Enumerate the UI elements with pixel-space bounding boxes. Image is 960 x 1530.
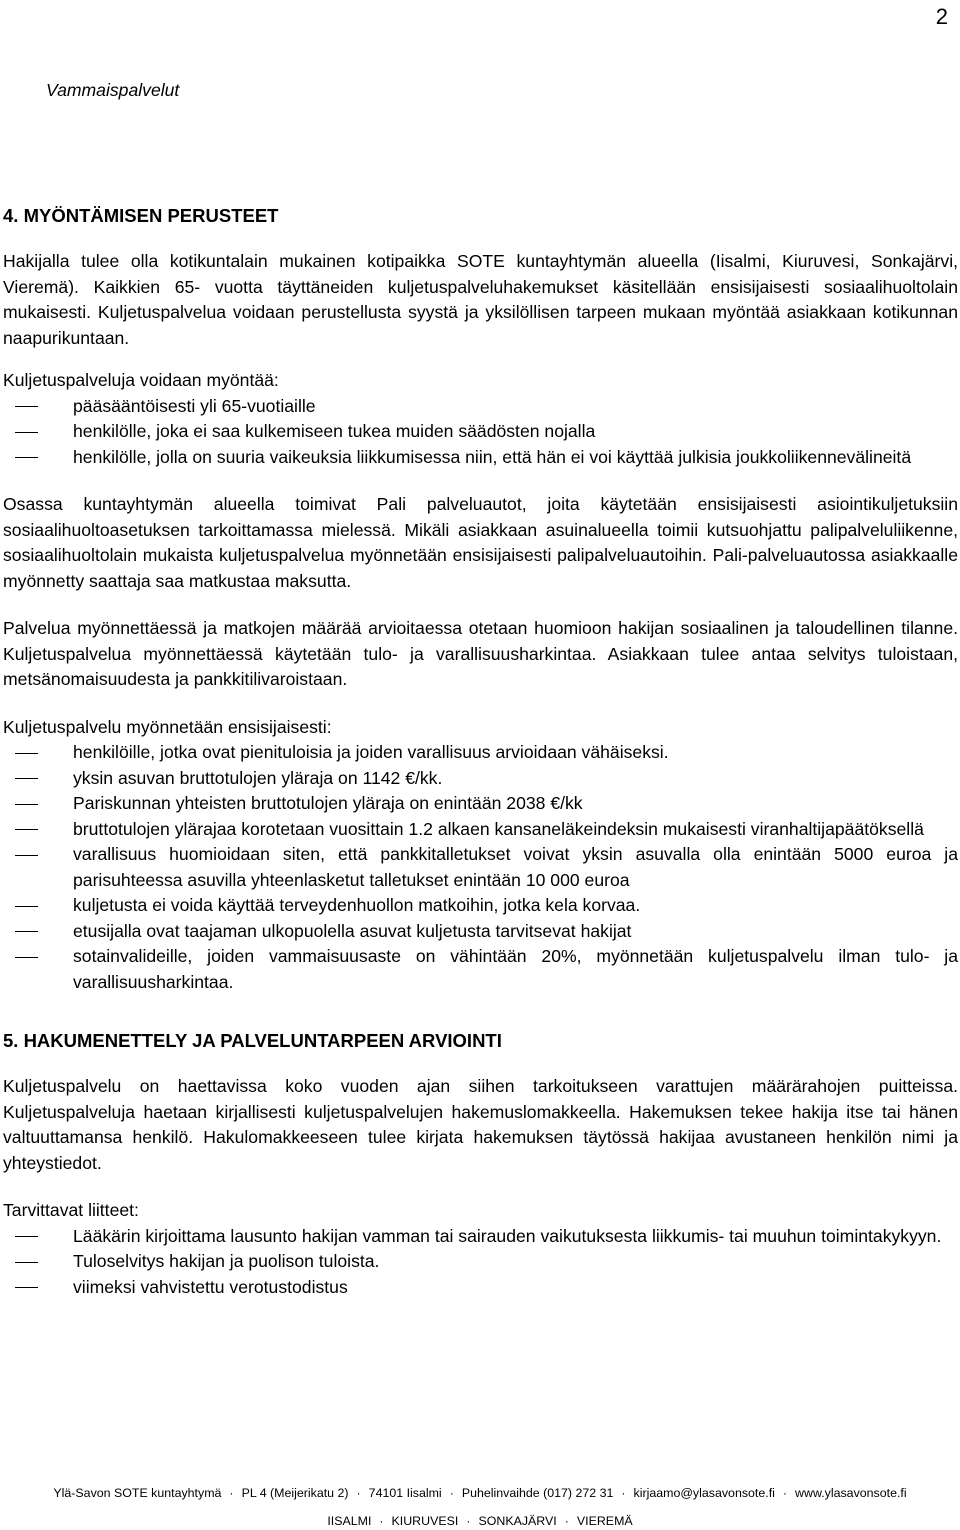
list-item: Tuloselvitys hakijan ja puolison tuloista. <box>3 1249 958 1275</box>
document-body <box>3 205 958 1300</box>
section-4-paragraph-3: Palvelua myönnettäessä ja matkojen määrää arvioitaessa otetaan huomioon hakijan sosiaalinen ja taloudellinen tilanne. Kuljetuspalvelua myönnettäessä käytetään tulo- ja varallisuusharkintaa. Asiakkaan tulee antaa selvitys tuloistaan, metsänomaisuudesta ja pankkitilivaroistaan. <box>3 618 958 689</box>
footer-postal-code: 74101 Iisalmi <box>368 1486 442 1500</box>
list-item: bruttotulojen ylärajaa korotetaan vuosittain 1.2 alkaen kansaneläkeindeksin mukaisesti viranhaltijapäätöksellä <box>3 817 958 843</box>
section-4-paragraph-2: Osassa kuntayhtymän alueella toimivat Pali palveluautot, joita käytetään ensisijaisesti asiointikuljetuksiin sosiaalihuoltoasetuksen tarkoittamassa mielessä. Mikäli asiakkaan asuinalueella toimii kutsuohjattu palipalveluliikenne, sosiaalihuoltolain mukaista kuljetuspalvelua myönnetään ensisijaisesti palipalveluautoihin. Pali-palveluautossa asiakkaalle myönnetty saattaja saa matkustaa maksutta. <box>3 494 958 591</box>
footer-municipality: KIURUVESI <box>391 1514 459 1528</box>
footer-municipalities-line: IISALMI · KIURUVESI · SONKAJÄRVI · VIEREMÄ <box>327 1514 633 1528</box>
header-label: Vammaispalvelut <box>46 80 180 100</box>
list-item: varallisuus huomioidaan siten, että pankkitalletukset voivat yksin asuvalla olla enintään 5000 euroa ja parisuhteessa asuvilla yhteenlasketut talletukset enintään 10 000 euroa <box>3 842 958 893</box>
list-2 <box>3 740 958 995</box>
page-number: 2 <box>935 4 948 29</box>
section-5-heading: 5. HAKUMENETTELY JA PALVELUNTARPEEN ARVIOINTI <box>3 1030 502 1051</box>
footer-email: kirjaamo@ylasavonsote.fi <box>633 1486 775 1500</box>
footer-website: www.ylasavonsote.fi <box>795 1486 907 1500</box>
section-4-paragraph-1: Hakijalla tulee olla kotikuntalain mukainen kotipaikka SOTE kuntayhtymän alueella (Iisalmi, Kiuruvesi, Sonkajärvi, Vieremä). Kaikkien 65- vuotta täyttäneiden kuljetuspalveluhakemukset käsitellään ensisijaisesti sosiaalihuoltolain mukaisesti. Kuljetuspalvelua voidaan perustellusta syystä ja yksilöllisen tarpeen mukaan myöntää asiakkaan kotikunnan naapurikuntaan. <box>3 251 958 348</box>
list-item: sotainvalideille, joiden vammaisuusaste on vähintään 20%, myönnetään kuljetuspalvelu ilman tulo- ja varallisuusharkintaa. <box>3 944 958 995</box>
list-item: henkilölle, jolla on suuria vaikeuksia liikkumisessa niin, että hän ei voi käyttää julkisia joukkoliikennevälineitä <box>3 445 958 471</box>
list-item: yksin asuvan bruttotulojen yläraja on 1142 €/kk. <box>3 766 958 792</box>
list-1 <box>3 394 958 471</box>
list-2-intro: Kuljetuspalvelu myönnetään ensisijaisesti: <box>3 716 332 737</box>
list-item: etusijalla ovat taajaman ulkopuolella asuvat kuljetusta tarvitsevat hakijat <box>3 919 958 945</box>
section-5-paragraph-1: Kuljetuspalvelu on haettavissa koko vuoden ajan siihen tarkoitukseen varattujen määrärahojen puitteissa. Kuljetuspalveluja haetaan kirjallisesti kuljetuspalvelujen hakemuslomakkeella. Hakemuksen tekee hakija itse tai hänen valtuuttamansa henkilö. Hakulomakkeeseen tulee kirjata hakemuksen täytössä hakijaa avustaneen henkilön nimi ja yhteystiedot. <box>3 1076 958 1173</box>
attachments-intro: Tarvittavat liitteet: <box>3 1200 139 1220</box>
section-4-heading: 4. MYÖNTÄMISEN PERUSTEET <box>3 205 279 226</box>
footer-municipality: IISALMI <box>327 1514 372 1528</box>
list-item: henkilölle, joka ei saa kulkemiseen tukea muiden säädösten nojalla <box>3 419 958 445</box>
list-item: henkilöille, jotka ovat pienituloisia ja joiden varallisuus arvioidaan vähäiseksi. <box>3 740 958 766</box>
list-item: kuljetusta ei voida käyttää terveydenhuollon matkoihin, jotka kela korvaa. <box>3 893 958 919</box>
footer-organization: Ylä-Savon SOTE kuntayhtymä <box>53 1486 222 1500</box>
footer-phone: Puhelinvaihde (017) 272 31 <box>461 1486 614 1500</box>
footer-contact-line: Ylä-Savon SOTE kuntayhtymä · PL 4 (Meijerikatu 2) · 74101 Iisalmi · Puhelinvaihde (017) 272 31 · kirjaamo@ylasavonsote.fi · www.ylasavonsote.fi <box>53 1486 907 1500</box>
footer-postal-address: PL 4 (Meijerikatu 2) <box>241 1486 349 1500</box>
footer-municipality: SONKAJÄRVI <box>478 1514 557 1528</box>
footer-municipality: VIEREMÄ <box>576 1514 633 1528</box>
list-item: Lääkärin kirjoittama lausunto hakijan vamman tai sairauden vaikutuksesta liikkumis- tai muuhun toimintakykyyn. <box>3 1224 958 1250</box>
attachments-list <box>3 1224 958 1301</box>
list-item: viimeksi vahvistettu verotustodistus <box>3 1275 958 1301</box>
list-1-intro: Kuljetuspalveluja voidaan myöntää: <box>3 370 279 390</box>
list-item: pääsääntöisesti yli 65-vuotiaille <box>3 394 958 420</box>
list-item: Pariskunnan yhteisten bruttotulojen yläraja on enintään 2038 €/kk <box>3 791 958 817</box>
